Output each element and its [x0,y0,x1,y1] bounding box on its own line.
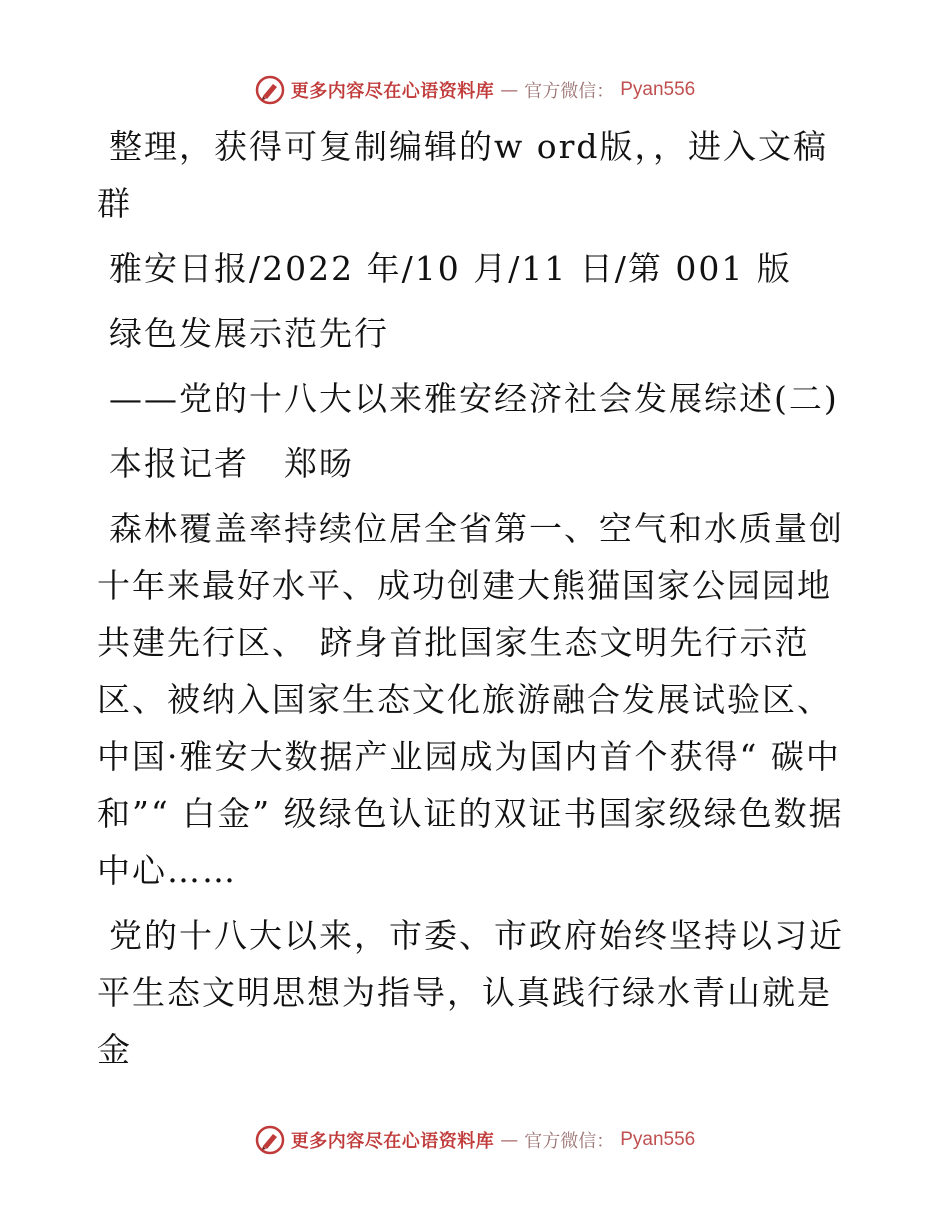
byline: 本报记者 郑旸 [109,444,354,483]
watermark-header [0,72,950,108]
article-title: 绿色发展示范先行 [109,314,389,353]
intro-line: 整理，获得可复制编辑的w ord版，，进入文稿群 [97,127,829,223]
body-paragraph: 森林覆盖率持续位居全省第一、空气和水质量创十年来最好水平、成功创建大熊猫国家公园园地共建先行区、 跻身首批国家生态文明先行示范区、被纳入国家生态文化旅游融合发展试验区、中国·雅安大数据产业园成为国内首个获得“ 碳中和”“ 白金” 级绿色认证的双证书国家级绿色数据中心…… [97,509,844,890]
watermark-wechat-id: Pyan556 [620,79,696,100]
watermark-wechat-label: 官方微信： [524,81,615,102]
document-body [97,118,857,1086]
body-paragraph: 党的十八大以来，市委、市政府始终坚持以习近平生态文明思想为指导，认真践行绿水青山就是金 [97,916,844,1069]
watermark-text: 更多内容尽在心语资料库 [290,81,495,102]
watermark-separator: — [500,1129,519,1151]
watermark-wechat-id: Pyan556 [620,1129,696,1150]
watermark-footer [0,1122,950,1158]
pen-logo-icon [255,1125,285,1155]
source-line: 雅安日报/2022 年/10 月/11 日/第 001 版 [109,249,792,288]
article-subtitle: ——党的十八大以来雅安经济社会发展综述(二) [109,379,839,418]
pen-logo-icon [255,75,285,105]
watermark-text: 更多内容尽在心语资料库 [290,1131,495,1152]
watermark-wechat-label: 官方微信： [524,1131,615,1152]
watermark-separator: — [500,79,519,101]
